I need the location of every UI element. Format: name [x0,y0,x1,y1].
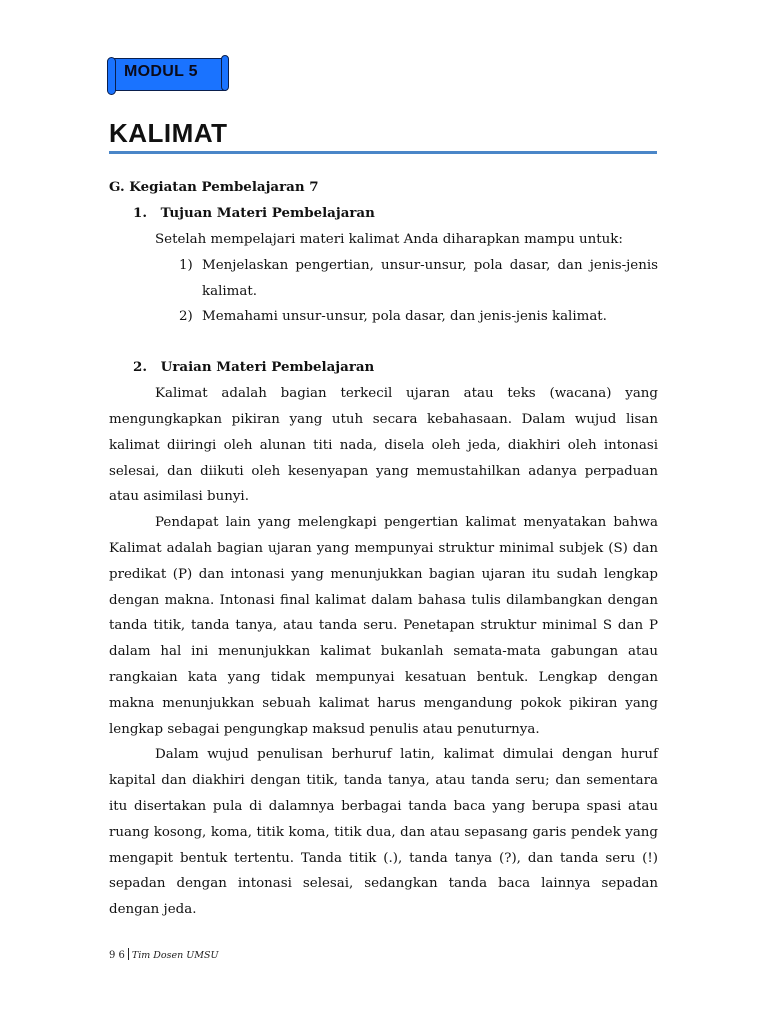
main-content [109,175,658,923]
objectives-list [109,253,658,330]
list-item [109,253,658,305]
title-underline [109,151,657,154]
list-item-text: Memahami unsur-unsur, pola dasar, dan jenis-jenis kalimat. [202,309,607,325]
subsection-2-number: 2. [133,359,147,376]
page-footer [109,948,219,961]
body-paragraph: Pendapat lain yang melengkapi pengertian kalimat menyatakan bahwa Kalimat adalah bagian ujaran yang mempunyai struktur minimal subjek (S) dan predikat (P) dan intonasi yang menunjukkan bagian ujaran itu sudah lengkap dengan makna. Intonasi final kalimat dalam bahasa tulis dilambangkan dengan tanda titik, tanda tanya, atau tanda seru. Penetapan struktur minimal S dan P dalam hal ini menunjukkan kalimat bukanlah semata-mata gabungan atau rangkaian kata yang tidak mempunyai kesatuan bentuk. Lengkap dengan makna menunjukkan sebuah kalimat harus mengandung pokok pikiran yang lengkap sebagai pengungkap maksud penulis atau penuturnya. [109,515,658,737]
banner-scroll-curl-left [107,57,116,95]
subsection-1-number: 1. [133,205,147,221]
section-heading [109,175,658,201]
list-item-number: 2) [179,309,193,325]
page-title: KALIMAT [109,118,228,148]
list-item-number: 1) [179,257,193,273]
subsection-1-heading [109,201,658,227]
page-number: 9 6 [109,950,125,961]
body-paragraph: Kalimat adalah bagian terkecil ujaran atau teks (wacana) yang mengungkapkan pikiran yang utuh secara kebahasaan. Dalam wujud lisan kalimat diiringi oleh alunan titi nada, disela oleh jeda, diakhiri oleh intonasi selesai, dan diikuti oleh kesenyapan yang memustahilkan adanya perpaduan atau asimilasi bunyi. [109,386,658,505]
module-label: MODUL 5 [124,63,198,80]
section-letter: G. [109,179,125,195]
subsection-2-heading-text: Uraian Materi Pembelajaran [160,359,375,376]
subsection-2-heading [109,355,658,381]
subsection-1-heading-text: Tujuan Materi Pembelajaran [160,205,375,221]
body-paragraph: Dalam wujud penulisan berhuruf latin, kalimat dimulai dengan huruf kapital dan diakhiri dengan titik, tanda tanya, atau tanda seru; dan sementara itu disertakan pula di dalamnya berbagai tanda baca yang berupa spasi atau ruang kosong, koma, titik koma, titik dua, dan atau sepasang garis pendek yang mengapit bentuk tertentu. Tanda titik (.), tanda tanya (?), dan tanda seru (!) sepadan dengan intonasi selesai, sedangkan tanda baca lainnya sepadan dengan jeda. [109,747,658,918]
list-item-text: Menjelaskan pengertian, unsur-unsur, pola dasar, dan jenis-jenis kalimat. [202,257,658,299]
objectives-intro: Setelah mempelajari materi kalimat Anda diharapkan mampu untuk: [155,232,623,247]
module-banner [106,55,230,97]
footer-author: Tim Dosen UMSU [131,950,219,961]
footer-divider [128,948,129,960]
section-heading-text: Kegiatan Pembelajaran 7 [129,179,319,195]
list-item [109,304,658,330]
banner-scroll-curl-right [221,55,229,91]
